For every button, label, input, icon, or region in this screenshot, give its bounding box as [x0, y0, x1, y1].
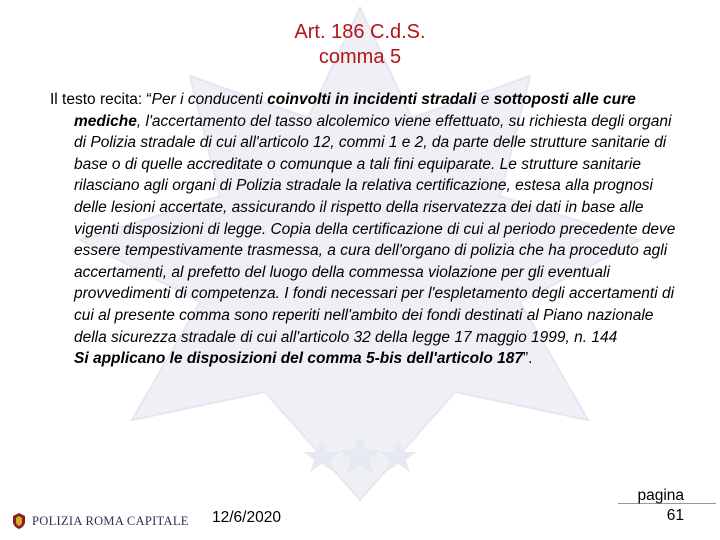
title-line-1: Art. 186 C.d.S. — [294, 21, 426, 43]
logo-text: POLIZIA ROMA CAPITALE — [32, 513, 189, 528]
text-intro: Il testo recita: “ — [50, 91, 152, 108]
title-line-2: comma 5 — [318, 46, 402, 68]
text-seg-2: coinvolti in incidenti stradali — [267, 91, 477, 108]
text-closing: ”. — [523, 350, 533, 368]
article-text — [50, 89, 682, 370]
footer-logo — [12, 511, 189, 531]
page-number: 61 — [666, 507, 684, 524]
text-seg-3: e — [476, 91, 494, 108]
text-seg-5: , l'accertamento del tasso alcolemico viene effettuato, su richiesta degli organi di Polizia stradale di cui all'articolo 12, commi 1 e 2, da parte delle strutture sanitarie di base o di quelle accreditate o comunque a tali fini equiparate. Le strutture sanitarie rilasciano agli organi di Polizia stradale la relativa certificazione, estesa alla prognosi delle lesioni accertate, assicurando il rispetto della riservatezza dei dati in base alle vigenti disposizioni di legge. Copia della certificazione di cui al periodo precedente deve essere tempestivamente trasmessa, a cura dell'organo di polizia che ha proceduto agli accertamenti, al prefetto del luogo della commessa violazione per gli eventuali provvedimenti di competenza. I fondi necessari per l'espletamento degli accertamenti di cui al presente comma sono reperiti nell'ambito dei fondi destinati al Piano nazionale della sicurezza stradale di cui all'articolo 32 della legge 17 maggio 1999, n. 144 — [74, 112, 676, 346]
crest-icon — [12, 513, 26, 529]
slide-title — [0, 20, 720, 70]
page-indicator — [637, 486, 684, 526]
text-seg-6: Si applicano le disposizioni del comma 5-bis dell'articolo 187 — [74, 350, 524, 368]
text-seg-4: sottoposti alle cure mediche — [74, 91, 636, 130]
page-label: pagina — [637, 487, 684, 504]
text-seg-1: Per i conducenti — [151, 91, 268, 108]
footer-date: 12/6/2020 — [212, 509, 281, 526]
